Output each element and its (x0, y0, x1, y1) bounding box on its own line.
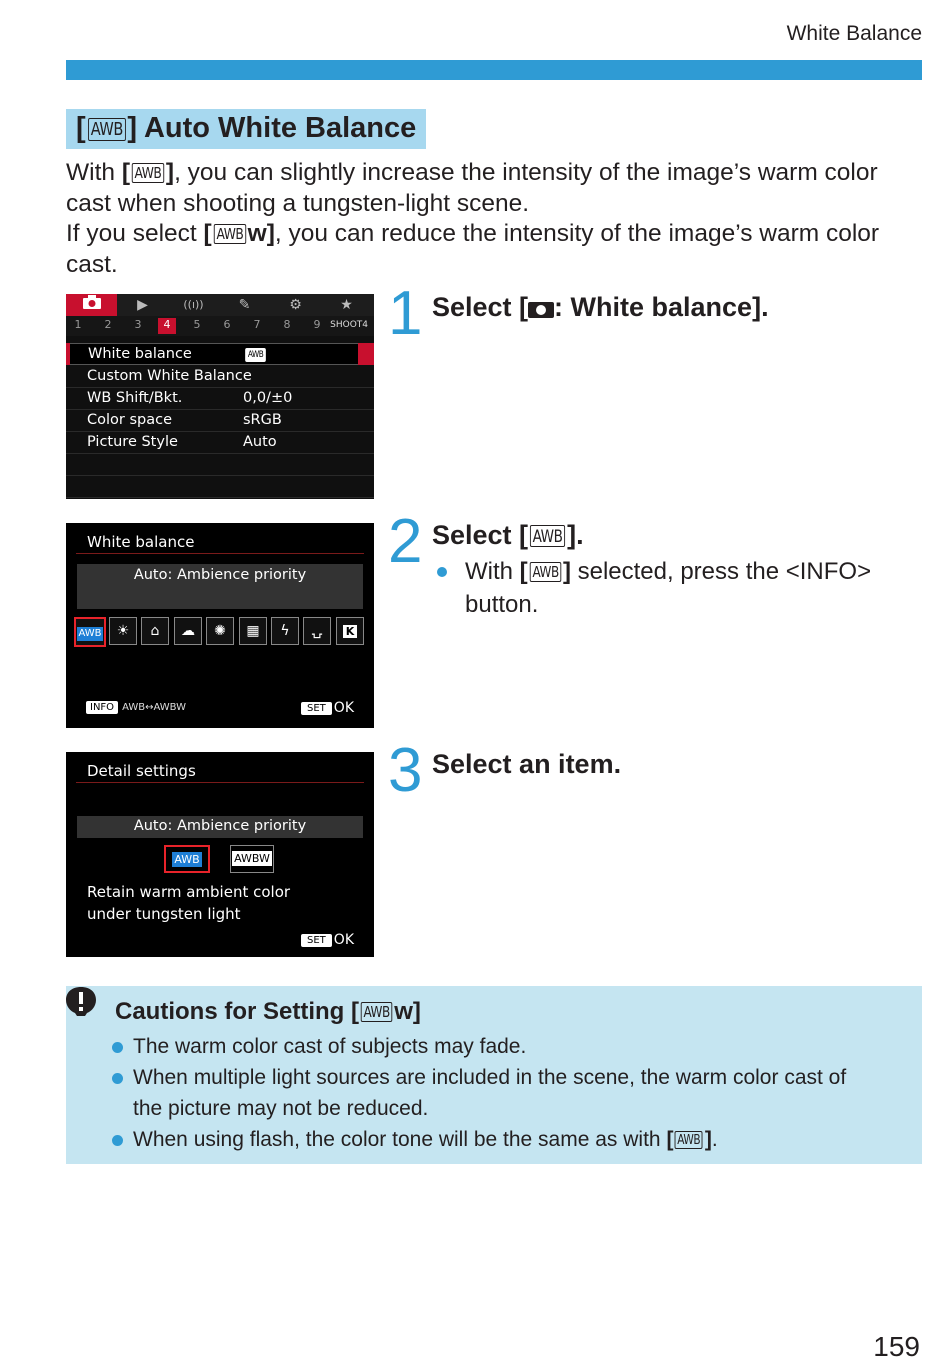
awb-option-icon[interactable] (74, 617, 106, 647)
caution-item-text: When multiple light sources are included in the scene, the warm color cast of (133, 1066, 847, 1089)
custom-function-tab-icon[interactable]: ⚙ (289, 297, 302, 313)
shade-icon[interactable]: ⌂ (141, 617, 169, 645)
step-title: Select an item. (432, 749, 622, 779)
menu-row-value: 0,0/±0 (243, 390, 293, 406)
step-number: 1 (388, 279, 420, 348)
caution-item-text: When using flash, the color tone will be the same as with (133, 1128, 667, 1151)
awb-ambience-option[interactable] (164, 845, 210, 873)
heading-suffix: ] Auto White Balance (127, 112, 417, 144)
step-number: 3 (388, 736, 420, 805)
menu-row-value: sRGB (243, 412, 282, 428)
menu-subtab-numbers (66, 316, 374, 336)
awbw-icon: AWBW (234, 852, 270, 865)
awb-icon: AWB (174, 853, 200, 866)
caution-title-fragment: ] (412, 998, 421, 1025)
fluorescent-icon[interactable]: ▦ (239, 617, 267, 645)
step-instruction-line: button. (465, 591, 539, 618)
bullet-icon (437, 567, 447, 577)
w-suffix: w (394, 998, 413, 1025)
step-instruction (437, 555, 871, 621)
subtab-number-active[interactable]: 4 (158, 318, 176, 334)
set-ok-hint (301, 700, 354, 716)
daylight-icon[interactable]: ☀ (109, 617, 137, 645)
menu-screen-shoot4 (66, 294, 374, 499)
set-button-tag: SET (301, 702, 332, 715)
step-instruction-fragment: With (465, 558, 520, 585)
awb-icon: AWB (88, 118, 125, 141)
intro-text-fragment: With (66, 159, 122, 186)
subtab-number[interactable]: 2 (104, 318, 112, 331)
menu-row-picture-style[interactable] (66, 432, 374, 454)
set-ok-hint (301, 932, 354, 948)
subtab-number[interactable]: 3 (134, 318, 142, 331)
tungsten-icon[interactable]: ✺ (206, 617, 234, 645)
subtab-number[interactable]: 7 (253, 318, 261, 331)
playback-tab-icon[interactable]: ▶ (137, 297, 148, 313)
color-temperature-icon[interactable] (336, 617, 364, 645)
menu-row-label: Picture Style (87, 434, 178, 450)
intro-line-2: cast when shooting a tungsten-light scene. (66, 189, 530, 217)
step-instruction-fragment: selected, press the <INFO> (570, 558, 872, 585)
setup-tab-wrench-icon[interactable]: ✎ (238, 297, 251, 313)
caution-item-text: The warm color cast of subjects may fade. (133, 1035, 527, 1058)
subtab-number[interactable]: 5 (193, 318, 201, 331)
step-instruction-line: With [ AWB ] selected, press the <INFO> (465, 558, 872, 585)
menu-row-wb-shift[interactable] (66, 388, 374, 410)
wb-mode-display: Auto: Ambience priority (77, 564, 363, 609)
caution-item (112, 1062, 846, 1124)
menu-row-value: Auto (243, 434, 277, 450)
step-title-fragment: ]. (567, 520, 584, 550)
wireless-tab-icon[interactable]: ((ı)) (183, 298, 204, 311)
option-description (87, 881, 290, 925)
ok-label: OK (333, 700, 354, 716)
awb-icon: AWB (78, 628, 102, 639)
wb-mode-display: Auto: Ambience priority (77, 816, 363, 838)
section-heading (66, 109, 426, 149)
caution-item-text: . (711, 1128, 718, 1151)
step-title (432, 520, 584, 551)
divider (76, 782, 364, 783)
w-suffix: w (247, 220, 267, 247)
caution-title-fragment: Cautions for Setting [ (115, 998, 359, 1025)
step-title-fragment: : White balance]. (554, 292, 769, 322)
flash-icon[interactable]: ϟ (271, 617, 299, 645)
menu-row-label: WB Shift/Bkt. (87, 390, 183, 406)
info-hint-text: AWB↔AWBW (122, 701, 187, 713)
subtab-number[interactable]: 8 (283, 318, 291, 331)
menu-row-white-balance[interactable] (66, 343, 374, 365)
awb-icon: AWB (214, 224, 246, 244)
menu-row-value (244, 344, 267, 365)
subtab-number[interactable]: 1 (74, 318, 82, 331)
intro-line-1: With [ AWB ], you can slightly increase the intensity of the image’s warm color (66, 159, 878, 186)
intro-text (66, 158, 926, 280)
intro-text-fragment: If you select (66, 220, 204, 247)
subtab-number[interactable]: 6 (223, 318, 231, 331)
menu-tab-bar (66, 294, 374, 316)
intro-text-fragment: , you can reduce the intensity of the image’s warm color (274, 220, 880, 247)
detail-settings-screen (66, 752, 374, 957)
running-title: White Balance (786, 22, 922, 45)
screen-title: White balance (87, 533, 195, 551)
info-hint (86, 700, 186, 714)
custom-wb-icon[interactable]: ⍽ (303, 617, 331, 645)
menu-row-label: Custom White Balance (87, 368, 252, 384)
caution-item (112, 1031, 526, 1062)
shoot-tab-camera-icon[interactable] (66, 294, 117, 316)
menu-row-label: White balance (88, 346, 192, 362)
awb-icon: AWB (245, 348, 266, 362)
camera-icon (528, 298, 554, 318)
divider (76, 553, 364, 554)
kelvin-label: K (343, 625, 358, 638)
info-button-tag: INFO (86, 701, 118, 714)
screen-title: Detail settings (87, 762, 196, 780)
step-number: 2 (388, 507, 420, 576)
intro-text-fragment: , you can slightly increase the intensity of the image’s warm color (174, 159, 878, 186)
awb-icon: AWB (132, 163, 164, 183)
caution-box (66, 986, 922, 1164)
option-description-line: Retain warm ambient color (87, 883, 291, 901)
menu-row-color-space[interactable] (66, 410, 374, 432)
set-button-tag: SET (301, 934, 332, 947)
wb-icon-row (74, 617, 366, 647)
step-title (432, 292, 769, 323)
cloudy-icon[interactable]: ☁ (174, 617, 202, 645)
step-title-fragment: Select [ (432, 292, 529, 322)
bullet-icon (112, 1073, 123, 1084)
option-description-line: under tungsten light (87, 905, 241, 923)
menu-row-label: Color space (87, 412, 173, 428)
header-bar (66, 60, 922, 80)
menu-row-custom-white-balance[interactable] (66, 366, 374, 388)
white-balance-screen (66, 523, 374, 728)
heading-prefix: [ (76, 112, 86, 144)
menu-row-empty (66, 454, 374, 476)
awb-icon: AWB (530, 525, 565, 547)
menu-row-empty (66, 476, 374, 498)
my-menu-star-icon[interactable]: ★ (340, 297, 353, 313)
bullet-icon (112, 1042, 123, 1053)
caution-item-text: the picture may not be reduced. (133, 1097, 429, 1120)
intro-line-3: If you select [ AWB w], you can reduce the intensity of the image’s warm color (66, 220, 880, 247)
awb-white-option[interactable] (230, 845, 274, 873)
awb-icon: AWB (529, 562, 561, 582)
awb-icon: AWB (361, 1002, 393, 1022)
caution-item: When using flash, the color tone will be the same as with [ AWB ]. (112, 1124, 718, 1155)
caution-icon (66, 986, 96, 1016)
ok-label: OK (333, 932, 354, 948)
intro-line-4: cast. (66, 250, 118, 278)
step-title-fragment: Select [ (432, 520, 529, 550)
awb-icon: AWB (675, 1131, 703, 1149)
menu-tab-label: SHOOT4 (330, 320, 368, 330)
page-number: 159 (873, 1331, 920, 1362)
caution-title (115, 998, 421, 1026)
bullet-icon (112, 1135, 123, 1146)
subtab-number[interactable]: 9 (313, 318, 321, 331)
